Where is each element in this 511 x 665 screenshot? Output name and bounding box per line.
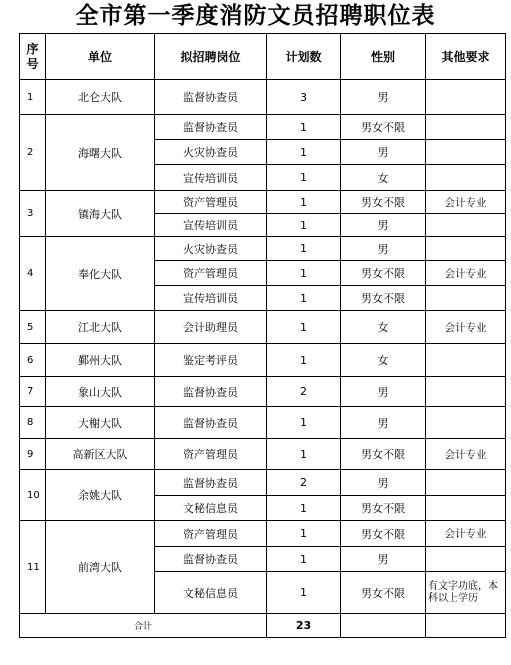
row-position: 监督协查员 [155,80,267,115]
row-gender: 男女不限 [341,572,426,614]
row-gender: 男女不限 [341,115,426,140]
row-position: 监督协查员 [155,547,267,572]
row-other: 会计专业 [426,191,506,214]
row-count: 1 [267,547,341,572]
row-gender: 女 [341,344,426,377]
total-label: 合计 [20,614,267,638]
row-position: 宣传培训员 [155,286,267,311]
header-no: 序号 [20,34,46,80]
total-row [20,614,506,638]
row-position: 资产管理员 [155,191,267,214]
row-position: 会计助理员 [155,311,267,344]
row-gender: 男女不限 [341,496,426,521]
row-other [426,407,506,439]
row-count: 1 [267,115,341,140]
row-no: 8 [20,407,46,439]
row-gender: 男 [341,547,426,572]
row-unit: 余姚大队 [46,470,155,521]
row-unit: 前湾大队 [46,521,155,614]
row-other [426,237,506,261]
row-unit: 江北大队 [46,311,155,344]
row-gender: 男女不限 [341,286,426,311]
table-row [20,80,506,115]
row-unit: 高新区大队 [46,439,155,470]
row-unit: 象山大队 [46,377,155,407]
row-count: 1 [267,407,341,439]
row-gender: 男女不限 [341,521,426,547]
row-other [426,286,506,311]
row-count: 1 [267,286,341,311]
row-no: 4 [20,237,46,311]
row-position: 监督协查员 [155,470,267,496]
row-gender: 男 [341,80,426,115]
table-row [20,237,506,261]
row-position: 鉴定考评员 [155,344,267,377]
row-position: 资产管理员 [155,521,267,547]
row-position: 宣传培训员 [155,214,267,237]
total-empty-gender [341,614,426,638]
total-empty-other [426,614,506,638]
header-count: 计划数 [267,34,341,80]
row-gender: 女 [341,311,426,344]
row-no: 7 [20,377,46,407]
row-no: 6 [20,344,46,377]
row-unit: 奉化大队 [46,237,155,311]
row-no: 1 [20,80,46,115]
row-gender: 男 [341,407,426,439]
row-position: 火灾协查员 [155,237,267,261]
row-no: 11 [20,521,46,614]
header-gender: 性别 [341,34,426,80]
row-count: 3 [267,80,341,115]
header-position: 拟招聘岗位 [155,34,267,80]
table-row [20,521,506,547]
row-other: 会计专业 [426,521,506,547]
row-gender: 男女不限 [341,439,426,470]
row-count: 1 [267,191,341,214]
row-count: 2 [267,470,341,496]
table-row [20,439,506,470]
row-position: 文秘信息员 [155,572,267,614]
header-unit: 单位 [46,34,155,80]
row-gender: 男 [341,214,426,237]
recruitment-table [19,33,506,638]
row-gender: 男 [341,140,426,165]
row-no: 10 [20,470,46,521]
row-position: 监督协查员 [155,115,267,140]
row-unit: 北仑大队 [46,80,155,115]
row-gender: 男 [341,377,426,407]
row-gender: 男 [341,470,426,496]
row-other [426,344,506,377]
row-position: 宣传培训员 [155,165,267,191]
row-position: 监督协查员 [155,407,267,439]
row-count: 1 [267,237,341,261]
row-unit: 镇海大队 [46,191,155,237]
table-row [20,344,506,377]
row-count: 1 [267,261,341,286]
row-position: 监督协查员 [155,377,267,407]
table-row [20,407,506,439]
row-gender: 男女不限 [341,191,426,214]
row-position: 资产管理员 [155,439,267,470]
row-count: 1 [267,496,341,521]
row-position: 火灾协查员 [155,140,267,165]
row-other: 会计专业 [426,311,506,344]
table-row [20,377,506,407]
row-other: 会计专业 [426,439,506,470]
header-other: 其他要求 [426,34,506,80]
row-other [426,470,506,496]
row-gender: 男 [341,237,426,261]
row-other [426,165,506,191]
row-position: 文秘信息员 [155,496,267,521]
row-count: 1 [267,311,341,344]
row-no: 2 [20,115,46,191]
row-count: 1 [267,214,341,237]
row-other: 会计专业 [426,261,506,286]
row-other [426,547,506,572]
table-row [20,115,506,140]
row-no: 5 [20,311,46,344]
row-count: 1 [267,165,341,191]
row-other [426,214,506,237]
row-other: 有文字功底，本科以上学历 [426,572,506,614]
row-no: 3 [20,191,46,237]
row-count: 2 [267,377,341,407]
row-count: 1 [267,439,341,470]
page-title: 全市第一季度消防文员招聘职位表 [75,2,436,29]
row-count: 1 [267,572,341,614]
row-count: 1 [267,344,341,377]
row-position: 资产管理员 [155,261,267,286]
row-unit: 鄞州大队 [46,344,155,377]
table-row [20,311,506,344]
table-row [20,191,506,214]
row-other [426,140,506,165]
row-unit: 大榭大队 [46,407,155,439]
row-count: 1 [267,140,341,165]
row-no: 9 [20,439,46,470]
total-value: 23 [267,614,341,638]
row-other [426,80,506,115]
row-count: 1 [267,521,341,547]
row-other [426,377,506,407]
row-other [426,115,506,140]
row-gender: 女 [341,165,426,191]
header-row [20,34,506,80]
row-other [426,496,506,521]
table-row [20,470,506,496]
row-gender: 男女不限 [341,261,426,286]
row-unit: 海曙大队 [46,115,155,191]
